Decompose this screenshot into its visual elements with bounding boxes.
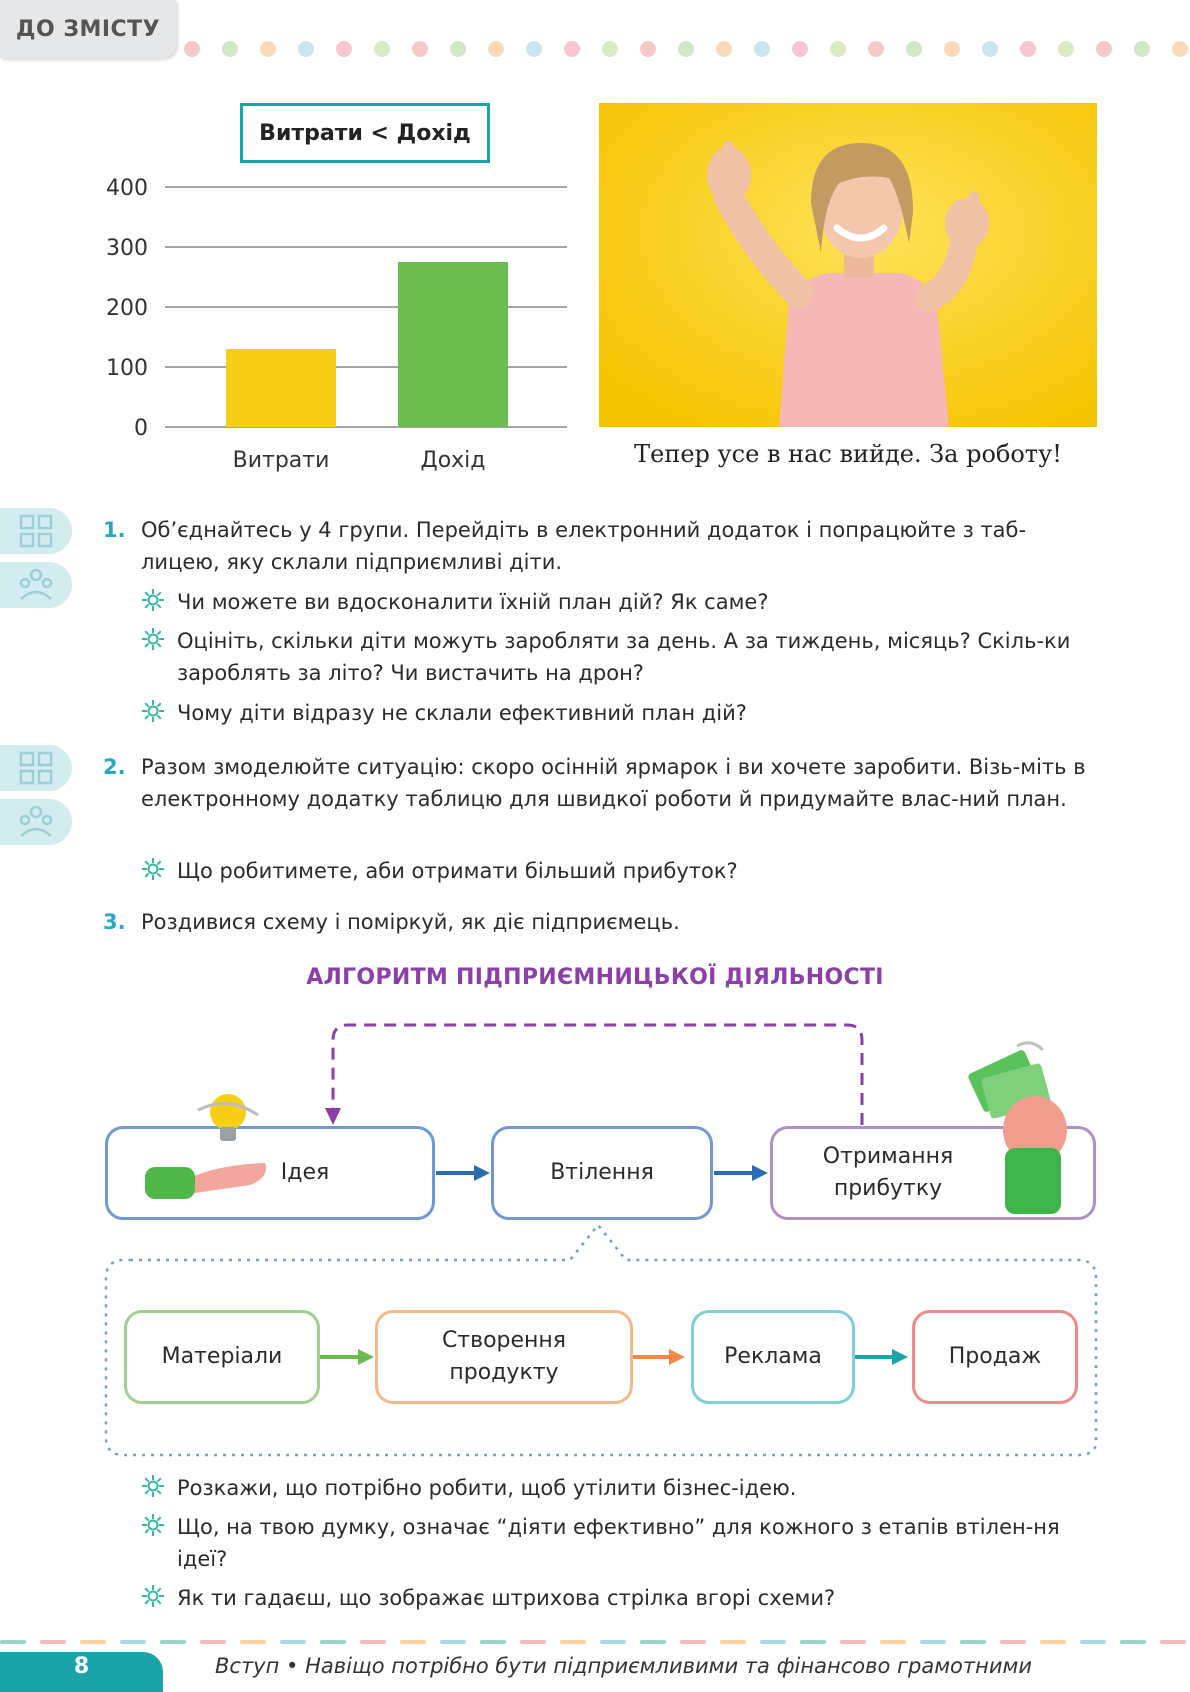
dot xyxy=(830,41,846,57)
footer-dash xyxy=(920,1640,946,1644)
footer-dash xyxy=(1120,1640,1146,1644)
dot xyxy=(1172,41,1188,57)
task-3 xyxy=(103,906,1103,938)
footer-dash xyxy=(1040,1640,1066,1644)
toc-button[interactable] xyxy=(0,0,176,58)
footer-dash xyxy=(720,1640,746,1644)
sun-bullet-icon xyxy=(141,699,165,723)
task-number: 1. xyxy=(103,518,126,542)
dot xyxy=(906,41,922,57)
side-tab-group-2[interactable] xyxy=(0,799,72,845)
task-1-bullet-2: Оцініть, скільки діти можуть заробляти за день. А за тиждень, місяць? Скіль-ки зароблять за літо? Чи вистачить на дрон? xyxy=(141,625,1101,689)
side-tab-group[interactable] xyxy=(0,562,72,608)
dot xyxy=(716,41,732,57)
footer-dash xyxy=(360,1640,386,1644)
footer-dash xyxy=(760,1640,786,1644)
dot xyxy=(526,41,542,57)
money-hand-icon xyxy=(965,1040,1075,1215)
page-number: 8 xyxy=(0,1652,163,1692)
x-category-label: Витрати xyxy=(232,448,330,473)
dot xyxy=(564,41,580,57)
task-1-bullet-3: Чому діти відразу не склали ефективний план дій? xyxy=(141,697,1101,729)
group-work-icon xyxy=(17,804,55,840)
sun-bullet-icon xyxy=(141,1584,165,1608)
algorithm-title: АЛГОРИТМ ПІДПРИЄМНИЦЬКОЇ ДІЯЛЬНОСТІ xyxy=(306,965,884,990)
y-tick-label: 400 xyxy=(106,176,148,201)
step-implementation: Втілення xyxy=(491,1126,713,1220)
sun-bullet-icon xyxy=(141,1513,165,1537)
qr-grid-icon xyxy=(18,513,54,549)
task-number: 3. xyxy=(103,910,126,934)
footer-dash xyxy=(1000,1640,1026,1644)
footer-dash xyxy=(1080,1640,1106,1644)
step-materials: Матеріали xyxy=(124,1310,320,1404)
dot xyxy=(298,41,314,57)
bar xyxy=(226,349,336,427)
question-3: Як ти гадаєш, що зображає штрихова стрілка вгорі схеми? xyxy=(141,1582,1101,1614)
task-number: 2. xyxy=(103,755,126,779)
dot xyxy=(602,41,618,57)
footer-dash xyxy=(40,1640,66,1644)
footer-dash xyxy=(0,1640,26,1644)
side-tab-digital[interactable] xyxy=(0,508,72,554)
footer-dashed-line xyxy=(0,1639,1190,1645)
footer-dash xyxy=(800,1640,826,1644)
footer-dash xyxy=(200,1640,226,1644)
bar xyxy=(398,262,508,427)
sun-bullet-icon xyxy=(141,857,165,881)
question-2: Що, на твою думку, означає “діяти ефективно” для кожного з етапів втілен-ня ідеї? xyxy=(141,1511,1101,1575)
footer-dash xyxy=(320,1640,346,1644)
step-idea: Ідея xyxy=(105,1126,435,1220)
footer-section-title: Вступ • Навіщо потрібно бути підприємливими та фінансово грамотними xyxy=(215,1654,1033,1678)
footer-dash xyxy=(960,1640,986,1644)
footer-dash xyxy=(240,1640,266,1644)
chart-title: Витрати < Дохід xyxy=(240,103,490,163)
y-tick-label: 100 xyxy=(106,356,148,381)
x-category-label: Дохід xyxy=(420,448,486,473)
dot xyxy=(450,41,466,57)
group-work-icon xyxy=(17,567,55,603)
qr-grid-icon xyxy=(18,750,54,786)
dot xyxy=(336,41,352,57)
task-text: Разом змоделюйте ситуацію: скоро осінній ярмарок і ви хочете заробити. Візь-міть в електронному додатку таблицю для швидкої роботи й придумайте влас-ний план. xyxy=(141,755,1086,811)
dot xyxy=(982,41,998,57)
y-tick-label: 300 xyxy=(106,236,148,261)
footer-dash xyxy=(440,1640,466,1644)
footer-dash xyxy=(640,1640,666,1644)
dot xyxy=(222,41,238,57)
footer-dash xyxy=(880,1640,906,1644)
bar-chart xyxy=(90,95,590,475)
y-tick-label: 0 xyxy=(134,416,148,441)
dot xyxy=(1058,41,1074,57)
footer-dash xyxy=(600,1640,626,1644)
question-1: Розкажи, що потрібно робити, щоб утілити бізнес-ідею. xyxy=(141,1472,1101,1504)
sun-bullet-icon xyxy=(141,627,165,651)
footer-dash xyxy=(840,1640,866,1644)
dot xyxy=(1134,41,1150,57)
step-profit: Отримання прибутку xyxy=(770,1126,1096,1220)
task-text: Об’єднайтесь у 4 групи. Перейдіть в електронний додаток і попрацюйте з таб-лицею, яку склали підприємливі діти. xyxy=(141,518,1027,574)
task-2 xyxy=(103,751,1103,847)
y-tick-label: 200 xyxy=(106,296,148,321)
footer-dash xyxy=(80,1640,106,1644)
footer-dash xyxy=(680,1640,706,1644)
dot xyxy=(754,41,770,57)
step-sales: Продаж xyxy=(912,1310,1078,1404)
dot xyxy=(640,41,656,57)
task-2-bullet-1: Що робитимете, аби отримати більший прибуток? xyxy=(141,855,1101,887)
footer-dash xyxy=(160,1640,186,1644)
dot xyxy=(944,41,960,57)
footer-dash xyxy=(1160,1640,1186,1644)
girl-thumbs-up-photo xyxy=(599,103,1097,427)
footer-dash xyxy=(120,1640,146,1644)
task-1 xyxy=(103,514,1103,578)
dot xyxy=(1020,41,1036,57)
dot xyxy=(488,41,504,57)
decorative-dots xyxy=(180,40,1190,58)
task-text: Роздивися схему і поміркуй, як діє підприємець. xyxy=(141,910,680,934)
task-1-bullet-1: Чи можете ви вдосконалити їхній план дій? Як саме? xyxy=(141,586,1101,618)
dot xyxy=(184,41,200,57)
footer-dash xyxy=(520,1640,546,1644)
footer-dash xyxy=(400,1640,426,1644)
lightbulb-hand-icon xyxy=(140,1085,280,1200)
toc-label: ДО ЗМІСТУ xyxy=(15,16,161,42)
step-product-creation: Створення продукту xyxy=(375,1310,633,1404)
dot xyxy=(678,41,694,57)
dot xyxy=(374,41,390,57)
dot xyxy=(868,41,884,57)
sun-bullet-icon xyxy=(141,588,165,612)
sun-bullet-icon xyxy=(141,1474,165,1498)
dot xyxy=(412,41,428,57)
side-tab-digital-2[interactable] xyxy=(0,745,72,791)
footer-dash xyxy=(480,1640,506,1644)
dot xyxy=(792,41,808,57)
footer-dash xyxy=(280,1640,306,1644)
footer-dash xyxy=(560,1640,586,1644)
dot xyxy=(260,41,276,57)
dot xyxy=(1096,41,1112,57)
step-advertising: Реклама xyxy=(691,1310,855,1404)
photo-caption: Тепер усе в нас вийде. За роботу! xyxy=(634,440,1062,468)
